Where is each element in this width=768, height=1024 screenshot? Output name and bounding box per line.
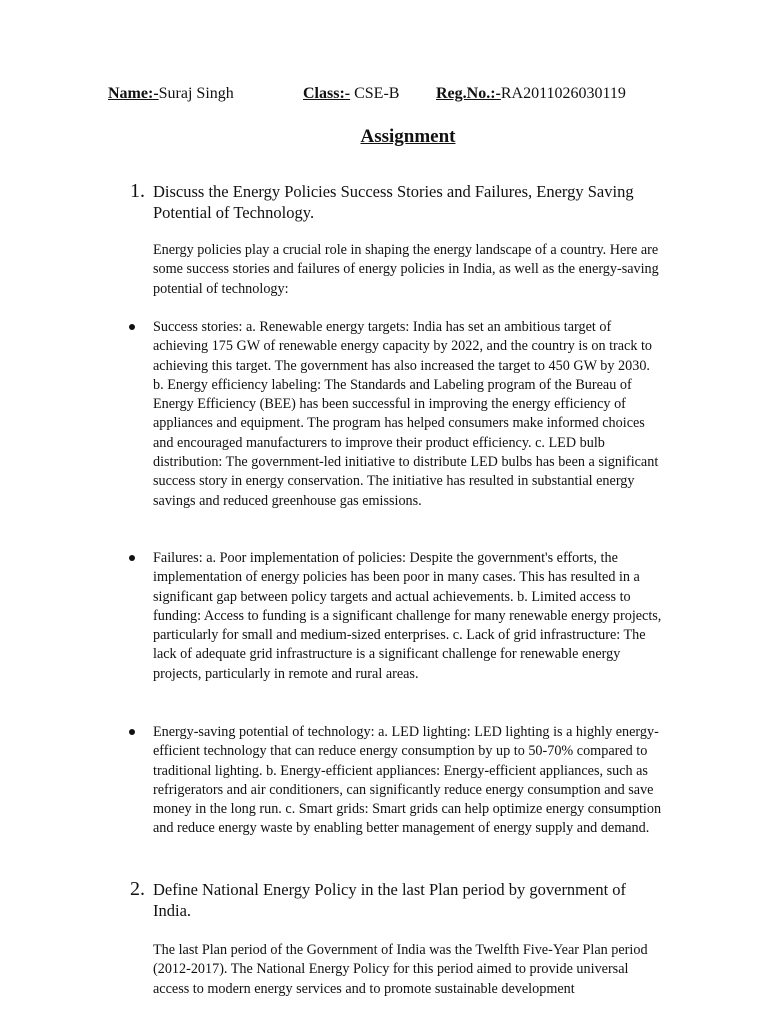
list-item <box>127 549 667 689</box>
name-label: Name:- <box>108 85 159 102</box>
reg-value: RA2011026030119 <box>500 85 626 102</box>
list-item-text: Failures: a. Poor implementation of policies: Despite the government's efforts, the implementation of energy policies has been poor in many cases. This has resulted in a significant gap between policy targets and actual achievements. b. Limited access to funding: Access to funding is a significant challenge for many renewable energy projects, particularly for small and medium-sized enterprises. c. Lack of grid infrastructure: The lack of adequate grid infrastructure is a significant challenge for renewable energy projects, particularly in remote and rural areas. <box>153 550 662 682</box>
question-number: 2. <box>130 878 145 900</box>
reg-label: Reg.No.:- <box>436 85 501 102</box>
registration-field <box>436 84 626 104</box>
page-title: Assignment <box>360 126 456 147</box>
class-value: CSE-B <box>350 85 400 102</box>
bullet-icon <box>129 729 135 735</box>
class-label: Class:- <box>303 85 351 102</box>
list-item <box>127 318 667 528</box>
student-name-field <box>108 84 234 104</box>
question-2-answer-paragraph: The last Plan period of the Government of India was the Twelfth Five-Year Plan period (2012-2017). The National Energy Policy for this period aimed to provide universal access to modern energy services and to promote sustainable development <box>153 942 648 997</box>
question-1 <box>130 181 670 225</box>
list-item-text: Energy-saving potential of technology: a. LED lighting: LED lighting is a highly energy-efficient technology that can reduce energy consumption by up to 50-70% compared to traditional lighting. b. Energy-efficient appliances: Energy-efficient appliances, such as refrigerators and air conditioners, can significantly reduce energy consumption and save money in the long run. c. Smart grids: Smart grids can help optimize energy consumption and reduce energy waste by enabling better management of energy supply and demand. <box>153 724 662 837</box>
question-number: 1. <box>130 180 145 202</box>
list-item-text: Success stories: a. Renewable energy targets: India has set an ambitious target of achieving 175 GW of renewable energy capacity by 2022, and the country is on track to achieving this target. The government has also increased the target to 450 GW by 2030. b. Energy efficiency labeling: The Standards and Labeling program of the Bureau of Energy Efficiency (BEE) has been successful in improving the energy efficiency of appliances and equipment. The program has helped consumers make informed choices and encouraged manufacturers to improve their product efficiency. c. LED bulb distribution: The government-led initiative to distribute LED bulbs has been a significant success story in energy conservation. The initiative has resulted in substantial energy savings and reduced greenhouse gas emissions. <box>153 319 659 509</box>
list-item <box>127 723 667 863</box>
question-2 <box>130 879 670 923</box>
question-1-intro-paragraph: Energy policies play a crucial role in shaping the energy landscape of a country. Here are some success stories and failures of energy policies in India, as well as the energy-saving potential of technology: <box>153 242 659 297</box>
bullet-icon <box>129 324 135 330</box>
question-text: Discuss the Energy Policies Success Stories and Failures, Energy Saving Potential of Technology. <box>153 182 634 222</box>
bullet-icon <box>129 555 135 561</box>
student-info-header <box>108 84 708 106</box>
class-field <box>303 84 399 104</box>
question-text: Define National Energy Policy in the last Plan period by government of India. <box>153 880 627 920</box>
name-value: Suraj Singh <box>158 85 234 102</box>
